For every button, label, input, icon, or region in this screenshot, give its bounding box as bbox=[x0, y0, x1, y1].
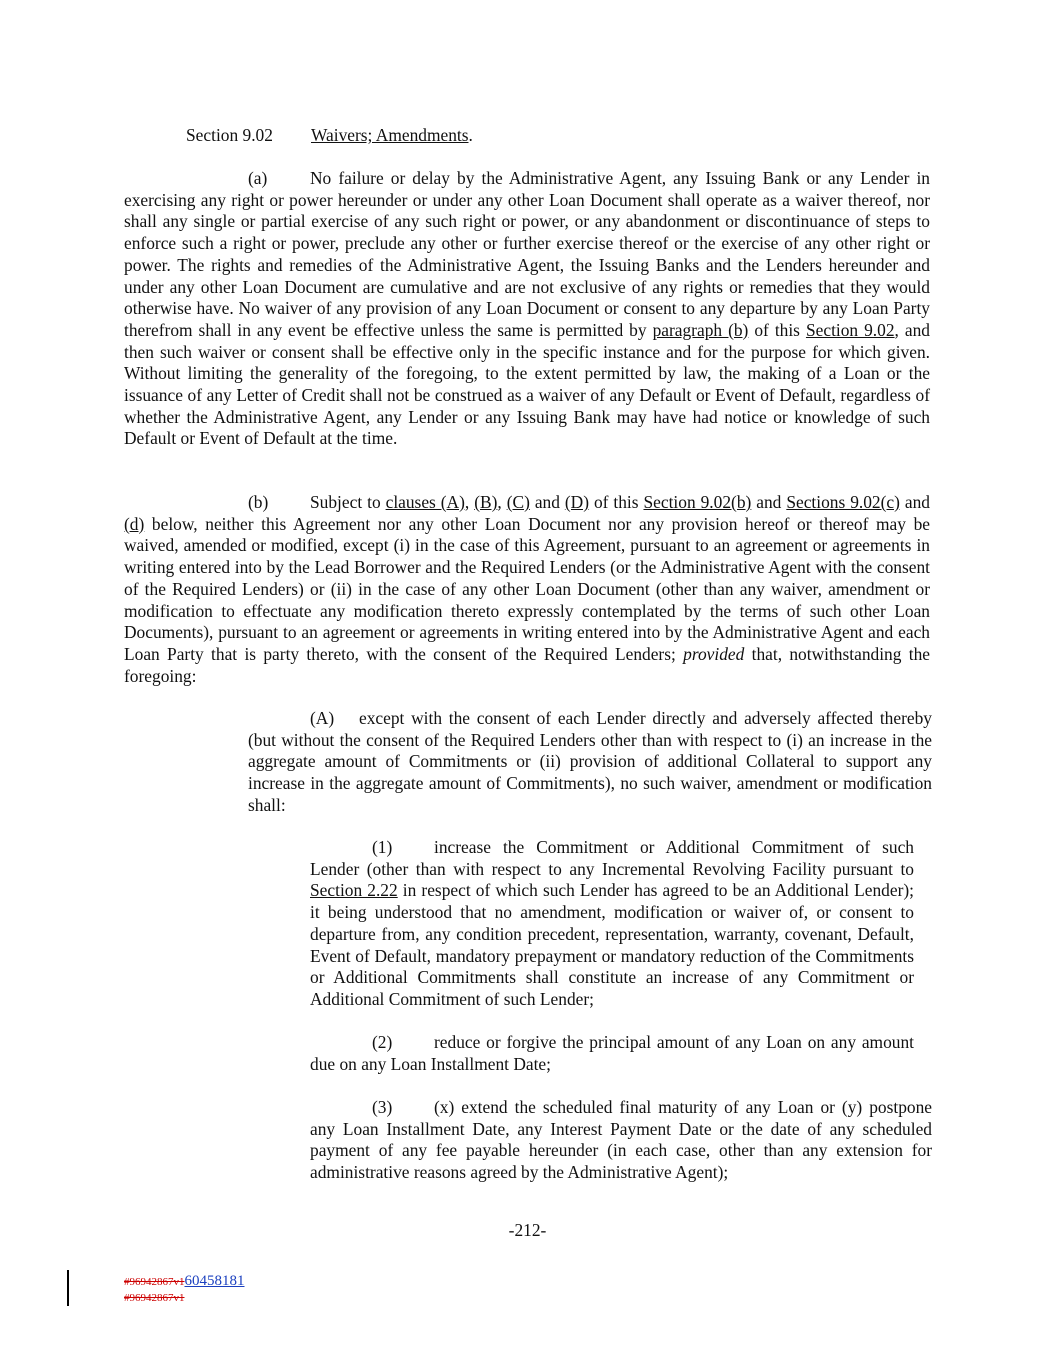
provided-term: provided bbox=[683, 643, 745, 664]
clause-d-link[interactable]: (D) bbox=[564, 492, 590, 512]
section-d-link[interactable]: (d) bbox=[124, 513, 145, 534]
doc-id-deleted-line: #96942867v1 bbox=[124, 1292, 185, 1304]
section-902b-link[interactable]: Section 9.02(b) bbox=[643, 492, 752, 512]
clause-c-link[interactable]: (C) bbox=[506, 492, 530, 512]
paragraph-b: (b) Subject to clauses (A), (B), (C) and (D) of this Section 9.02(b) and Sections 9.02(c) and (d) below, neither this Agreement nor any other Loan Document nor any provision hereof or thereof may be waived, amended or modified, except (i) in the case of this Agreement, pursuant to an agreement or agreements in writing entered into by the Lead Borrower and the Required Lenders (or the Administrative Agent with the consent of the Required Lenders) or (ii) in the case of any other Loan Document (other than any waiver, amendment or modification to effectuate any modification thereto expressly contemplated by the terms of such other Loan Documents), pursuant to an agreement or agreements in writing entered into by the Administrative Agent and each Loan Party that is party thereto, with the consent of the Required Lenders; provided that, notwithstanding the foregoing: bbox=[124, 492, 930, 686]
item-1: (1) increase the Commitment or Additional Commitment of such Lender (other than with respect to any Incremental Revolving Facility pursuant to Section 2.22 in respect of which such Lender has agreed to be an Additional Lender); it being understood that no amendment, modification or waiver of, or consent to departure from, any condition precedent, representation, warranty, covenant, Default, Event of Default, mandatory prepayment or mandatory reduction of the Commitments or Additional Commitments shall constitute an increase of any Commitment or Additional Commitment of such Lender; bbox=[310, 837, 914, 1009]
doc-id-inserted: 60458181 bbox=[184, 1273, 245, 1289]
item-1-label: (1) bbox=[372, 837, 393, 857]
section-title: Waivers; Amendments bbox=[311, 125, 469, 145]
item-3-label: (3) bbox=[372, 1097, 393, 1117]
heading-period: . bbox=[468, 125, 473, 145]
sections-902c-link[interactable]: Sections 9.02(c) bbox=[786, 492, 900, 512]
paragraph-b-link[interactable]: paragraph (b) bbox=[652, 319, 749, 340]
clause-A-label: (A) bbox=[310, 708, 335, 728]
doc-id-deleted: #96942867v1 bbox=[124, 1276, 185, 1288]
paragraph-b-label: (b) bbox=[248, 492, 269, 512]
paragraph-a: (a) No failure or delay by the Administrative Agent, any Issuing Bank or any Lender in exercising any right or power hereunder or under any other Loan Document shall operate as a waiver thereof, nor shall any single or partial exercise of any such right or power, or any abandonment or discontinuance of steps to enforce such a right or power, preclude any other or further exercise thereof or the exercise of any other right or power. The rights and remedies of the Administrative Agent, the Issuing Banks and the Lenders hereunder and under any other Loan Document are cumulative and are not exclusive of any rights or remedies that they would otherwise have. No waiver of any provision of any Loan Document or consent to any departure by any Loan Party therefrom shall in any event be effective unless the same is permitted by paragraph (b) of this Section 9.02, and then such waiver or consent shall be effective only in the specific instance and for the purpose for which given. Without limiting the generality of the foregoing, to the extent permitted by law, the making of a Loan or the issuance of any Letter of Credit shall not be construed as a waiver of any Default or Event of Default, regardless of whether the Administrative Agent, any Lender or any Issuing Bank may have had notice or knowledge of such Default or Event of Default at the time. bbox=[124, 168, 930, 449]
item-3: (3) (x) extend the scheduled final maturity of any Loan or (y) postpone any Loan Installment Date, any Interest Payment Date or the date of any scheduled payment of any fee payable hereunder (in each case, other than any extension for administrative reasons agreed by the Administrative Agent); bbox=[310, 1097, 932, 1183]
clauses-a-link[interactable]: clauses (A) bbox=[385, 492, 465, 512]
section-number: Section 9.02 bbox=[186, 125, 273, 145]
revision-bar bbox=[67, 1270, 69, 1306]
clause-b-link[interactable]: (B) bbox=[474, 492, 498, 512]
document-id bbox=[124, 1273, 245, 1290]
clause-A: (A) except with the consent of each Lender directly and adversely affected thereby (but without the consent of the Required Lenders other than with respect to (i) an increase in the aggregate amount of Commitments or (ii) provision of additional Collateral to support any increase in the aggregate amount of Commitments), no such waiver, amendment or modification shall: bbox=[248, 708, 932, 815]
page-number: -212- bbox=[508, 1220, 547, 1240]
paragraph-a-label: (a) bbox=[248, 168, 268, 188]
section-902-link[interactable]: Section 9.02 bbox=[805, 319, 895, 340]
section-222-link[interactable]: Section 2.22 bbox=[310, 880, 398, 901]
item-2-label: (2) bbox=[372, 1032, 393, 1052]
item-2: (2) reduce or forgive the principal amount of any Loan on any amount due on any Loan Installment Date; bbox=[310, 1032, 914, 1074]
section-heading bbox=[186, 125, 473, 146]
